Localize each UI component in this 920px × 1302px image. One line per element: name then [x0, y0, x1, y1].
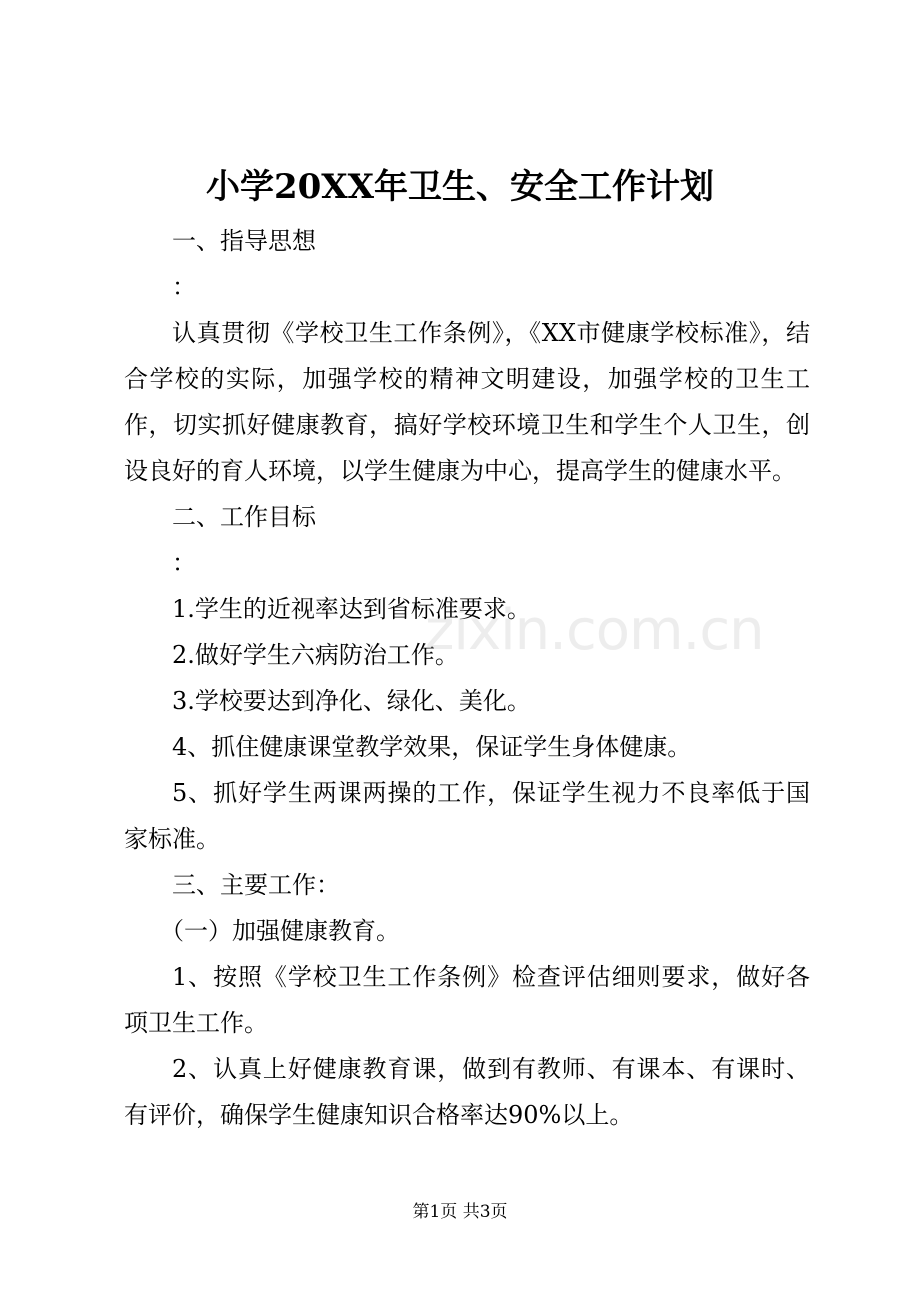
colon-line: ：	[172, 549, 196, 577]
colon-line: ：	[172, 273, 196, 301]
section-heading-main-work: 三、主要工作：	[172, 871, 340, 899]
document-body	[124, 218, 810, 1138]
goal-item-4: 4、抓住健康课堂教学效果，保证学生身体健康。	[172, 733, 692, 761]
goal-item-3: 3.学校要达到净化、绿化、美化。	[172, 687, 531, 715]
subsection-heading-health-education: （一）加强健康教育。	[160, 917, 400, 945]
paragraph-guiding-ideology: 认真贯彻《学校卫生工作条例》，《XX市健康学校标准》，结合学校的实际，加强学校的精神文明建设，加强学校的卫生工作，切实抓好健康教育，搞好学校环境卫生和学生个人卫生，创设良好的育人环境，以学生健康为中心，提高学生的健康水平。	[124, 319, 810, 485]
work-item-1: 1、按照《学校卫生工作条例》检查评估细则要求，做好各项卫生工作。	[124, 963, 810, 1037]
goal-item-5: 5、抓好学生两课两操的工作，保证学生视力不良率低于国家标准。	[124, 779, 810, 853]
goal-item-2: 2.做好学生六病防治工作。	[172, 641, 459, 669]
document-title: 小学20XX年卫生、安全工作计划	[205, 167, 715, 207]
goal-item-1: 1.学生的近视率达到省标准要求。	[172, 595, 531, 623]
watermark: zixin.com.cn	[425, 598, 764, 663]
work-item-2: 2、认真上好健康教育课，做到有教师、有课本、有课时、有评价，确保学生健康知识合格率达90%以上。	[124, 1055, 810, 1129]
section-heading-guiding-ideology: 一、指导思想	[172, 227, 316, 255]
page-footer: 第1页 共3页	[412, 1202, 508, 1222]
section-heading-work-goals: 二、工作目标	[172, 503, 316, 531]
